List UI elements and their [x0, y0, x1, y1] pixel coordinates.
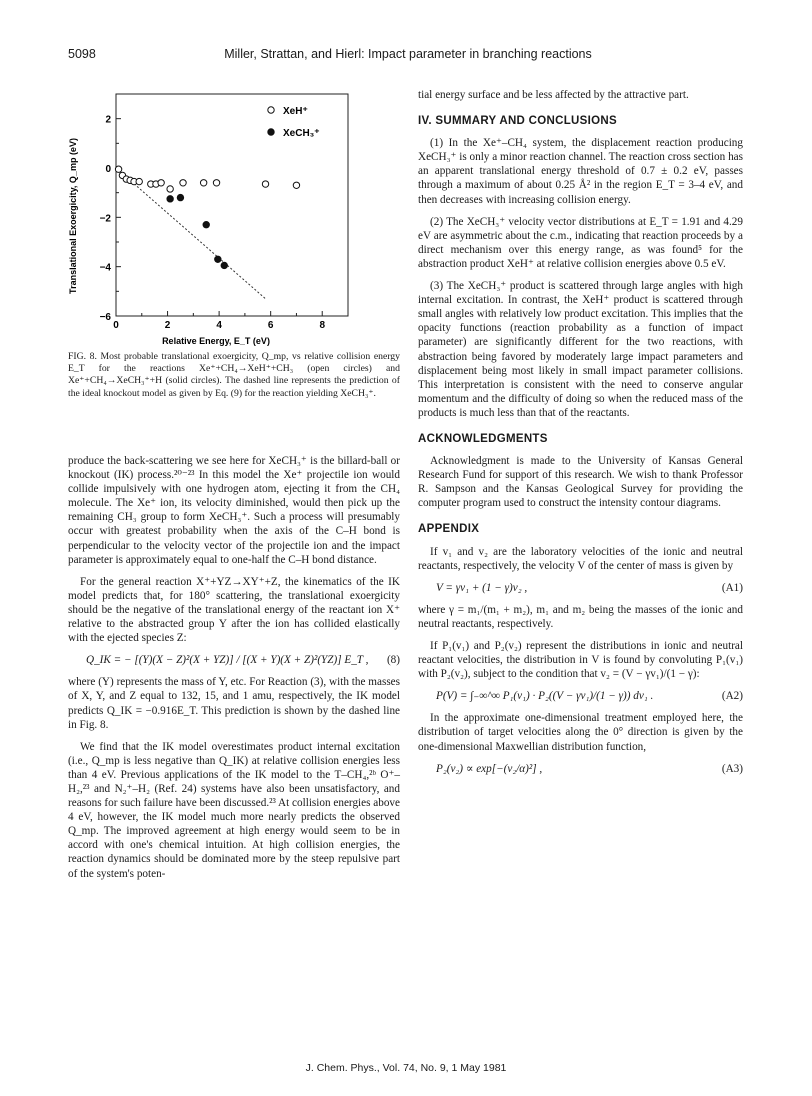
section-heading-acknowledgments: ACKNOWLEDGMENTS — [418, 432, 548, 445]
page-number: 5098 — [68, 47, 96, 61]
equation-number: (A2) — [721, 690, 743, 703]
paragraph: tial energy surface and be less affected by the attractive part. — [418, 89, 689, 101]
x-tick-label: 4 — [216, 320, 222, 331]
paragraph: (3) The XeCH₃⁺ product is scattered through large angles with high internal excitation. In contrast, the XeH⁺ product is scattered through small angles with relatively low product excitation. This implies that the opacity functions (reaction probability as a function of impact parameter) are significantly different for the two reactions, with abstraction being favored by moderately large impact parameters and displacement being most likely in small impact parameter collisions. This interpretation is consistent with the need to conserve angular momentum and the difficulty of doing so when the reduced mass of the products is much less than that of the reactants. — [418, 280, 743, 419]
equation-a3 — [418, 762, 743, 776]
paragraph: If v₁ and v₂ are the laboratory velocities of the ionic and neutral reactants, respectively, the velocity V of the center of mass is given by — [418, 545, 743, 572]
paragraph: In the approximate one-dimensional treatment employed here, the distribution of target velocities along the 0° direction is given by the one-dimensional Maxwellian distribution function, — [418, 712, 743, 753]
equation-a2 — [418, 689, 743, 703]
paragraph: where γ = m₁/(m₁ + m₂), m₁ and m₂ being the masses of the ionic and neutral reactants, respectively. — [418, 603, 743, 630]
section-heading-summary: IV. SUMMARY AND CONCLUSIONS — [418, 115, 617, 128]
equation-expression: P(V) = ∫₋∞^∞ P₁(v₁) · P₂((V − γv₁)/(1 − γ)) dv₁ . — [436, 690, 654, 703]
xeh-data-point — [115, 166, 121, 172]
equation-expression: Q_IK = − [(Y)(X − Z)²(X + YZ)] / [(X + Y)(X + Z)²(YZ)] E_T , — [86, 654, 369, 667]
paragraph: We find that the IK model overestimates product internal excitation (i.e., Q_mp is less negative than Q_IK) at relative collision energies less than 4 eV. Previous applications of the IK model to the T–CH₄,²ᵇ O⁺–H₂,²³ and N₂⁺–H₂ (Ref. 24) systems have also been unsatisfactory, and reasons for such failure have been discussed.²³ At collision energies above 4 eV, however, the IK model much more nearly predicts the observed Q_mp. The improved agreement at high energy would seem to be in accord with one's chemical intuition. At high collision energies, the reaction dynamics should be dominated more by the steep repulsive part of the system's poten- — [68, 740, 400, 880]
chart-ticks — [100, 115, 326, 331]
chart-points — [115, 166, 299, 269]
paragraph: For the general reaction X⁺+YZ→XY⁺+Z, the kinematics of the IK model predicts that, for 180° scattering, the translational exoergicity should be the negative of the translational energy of the reactant ion X⁺ relative to the abstracted group Y after the ion has collided elastically with the ejected species Z: — [68, 575, 400, 645]
chart-legend — [268, 106, 320, 139]
xeh-data-point — [180, 180, 186, 186]
x-tick-label: 6 — [267, 320, 274, 331]
x-tick-label: 8 — [319, 320, 326, 331]
y-axis-label: Translational Exoergicity, Q_mp (eV) — [68, 138, 78, 294]
legend-label-xech3: XeCH₃⁺ — [283, 128, 320, 139]
xeh-data-point — [158, 180, 164, 186]
xech3-data-point — [203, 222, 209, 228]
right-column — [418, 88, 743, 784]
equation-number: (8) — [386, 654, 400, 667]
paragraph: Acknowledgment is made to the University of Kansas General Research Fund for support of this research. We wish to thank Professor R. Sampson and the Kansas Geological Survey for providing the computer program used to construct the intensity contour diagrams. — [418, 455, 743, 510]
xech3-data-point — [221, 262, 227, 268]
y-tick-label: 0 — [105, 164, 111, 175]
legend-label-xeh: XeH⁺ — [283, 106, 308, 117]
y-tick-label: −4 — [99, 262, 111, 274]
running-title: Miller, Strattan, and Hierl: Impact parameter in branching reactions — [224, 47, 592, 61]
paragraph: (1) In the Xe⁺–CH₄ system, the displacement reaction producing XeCH₃⁺ is only a minor reaction channel. The reaction cross section has an apparent translational energy threshold of 0.7 ± 0.2 eV, passes through a maximum of about 0.25 Å² in the region E_T = 3–4 eV, and then decreases with increasing collision energy. — [418, 137, 743, 206]
x-tick-label: 0 — [113, 320, 119, 331]
xech3-data-point — [215, 256, 221, 262]
journal-footer: J. Chem. Phys., Vol. 74, No. 9, 1 May 1981 — [305, 1062, 507, 1074]
figure-8-chart — [66, 88, 356, 350]
equation-number: (A1) — [721, 581, 743, 594]
x-axis-label: Relative Energy, E_T (eV) — [162, 336, 270, 346]
xech3-data-point — [177, 194, 183, 200]
y-tick-label: 2 — [105, 114, 111, 126]
x-tick-label: 2 — [164, 320, 171, 331]
equation-expression: V = γv₁ + (1 − γ)v₂ , — [436, 581, 528, 594]
xeh-data-point — [136, 178, 142, 184]
equation-8 — [68, 653, 400, 667]
xeh-data-point — [262, 181, 268, 187]
paragraph: If P₁(v₁) and P₂(v₂) represent the distributions in ionic and neutral reactant velocities, the distribution in V is found by convoluting P₁(v₁) with P₂(v₂), subject to the condition that v₂ = (V − γv₁)/(1 − γ): — [418, 640, 743, 681]
y-tick-label: −2 — [99, 213, 111, 225]
xeh-data-point — [167, 186, 173, 192]
equation-a1 — [418, 581, 743, 595]
xeh-data-point — [293, 182, 299, 188]
legend-marker-xeh — [268, 107, 274, 113]
y-tick-label: −6 — [99, 312, 111, 323]
paragraph: (2) The XeCH₃⁺ velocity vector distributions at E_T = 1.91 and 4.29 eV are asymmetric about the c.m., indicating that reaction proceeds by a direct mechanism over this energy range, as was found⁵ for the abstraction product XeH⁺ at relative collision energies above 0.5 eV. — [418, 215, 743, 270]
xeh-data-point — [213, 180, 219, 186]
legend-marker-xech3 — [268, 129, 274, 135]
paragraph: where (Y) represents the mass of Y, etc. For Reaction (3), with the masses of X, Y, and Z equal to 132, 15, and 1 amu, respectively, the IK model predicts Q_IK = −0.916E_T. This prediction is shown by the dashed line in Fig. 8. — [68, 676, 400, 731]
section-heading-appendix: APPENDIX — [418, 523, 480, 536]
ik-model-line — [116, 168, 266, 299]
xech3-data-point — [167, 196, 173, 202]
paragraph: produce the back-scattering we see here for XeCH₃⁺ is the billard-ball or knockout (IK) process.²⁰⁻²³ In this model the Xe⁺ projectile ion would collide impulsively with one hydrogen atom, ejecting it from the CH₄ molecule. The Xe⁺ ion, its velocity diminished, would then pick up the remaining CH₃ group to form XeCH₃⁺. Such a process will presumably occur with greatest probability when the axis of the C–H bond is perpendicular to the velocity vector of the projectile ion and the impact parameter is approximately equal to one-half the C–H bond distance. — [68, 455, 400, 566]
left-column — [68, 454, 400, 889]
ik-dashed-line — [116, 168, 266, 299]
equation-number: (A3) — [721, 762, 743, 775]
figure-caption: FIG. 8. Most probable translational exoergicity, Q_mp, vs relative collision energy E_T for the reactions Xe⁺+CH₄→XeH⁺+CH₃ (open circles) and Xe⁺+CH₄→XeCH₃⁺+H (solid circles). The dashed line represents the prediction of the ideal knockout model as given by Eq. (9) for the reaction yielding XeCH₃⁺. — [68, 351, 400, 399]
xeh-data-point — [200, 180, 206, 186]
equation-expression: P₂(v₂) ∝ exp[−(v₂/α)²] , — [436, 762, 543, 775]
